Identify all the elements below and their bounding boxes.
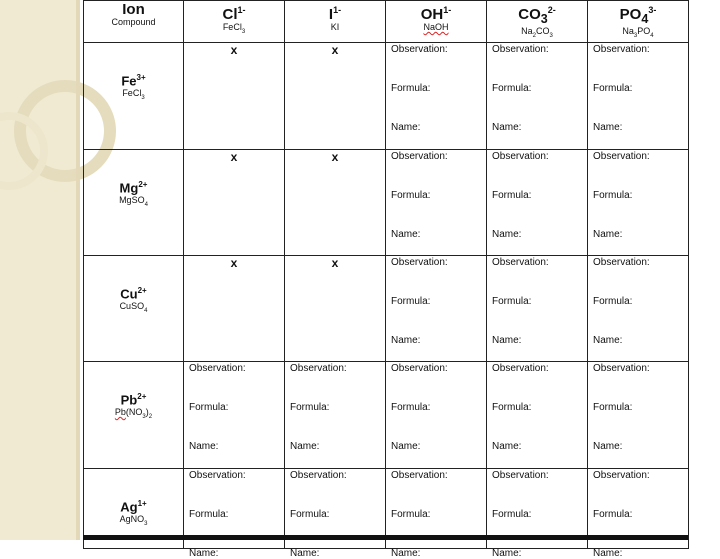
observation-label: Observation:: [593, 256, 650, 268]
observation-cell: [184, 361, 285, 468]
observation-cell: [588, 42, 689, 149]
cation-symbol: $Fe^{3+}$: [121, 72, 146, 89]
no-reaction-mark: x: [184, 255, 285, 361]
formula-label: Formula:: [593, 189, 633, 201]
observation-label: Observation:: [189, 362, 246, 374]
observation-cell: [588, 361, 689, 468]
name-label: Name:: [593, 334, 623, 346]
name-label: Name:: [492, 440, 522, 452]
cation-compound: FeCl$_3$: [122, 88, 145, 101]
formula-label: Formula:: [391, 295, 431, 307]
observation-cell: [487, 149, 588, 255]
formula-label: Formula:: [391, 189, 431, 201]
observation-cell: [487, 255, 588, 361]
name-label: Name:: [391, 334, 421, 346]
observation-cell: [386, 255, 487, 361]
name-label: Name:: [290, 547, 320, 559]
observation-label: Observation:: [492, 43, 549, 55]
formula-label: Formula:: [290, 401, 330, 413]
name-label: Name:: [290, 440, 320, 452]
cation-compound: AgNO$_3$: [119, 514, 148, 527]
formula-label: Formula:: [492, 508, 532, 520]
header-anion-cell: [285, 1, 386, 43]
name-label: Name:: [492, 121, 522, 133]
cation-compound: $Pb(NO_3)_2$: [114, 407, 153, 420]
anion-compound: FeCl$_3$: [222, 22, 246, 35]
name-label: Name:: [593, 547, 623, 559]
anion-compound: $Na_3PO_4$: [622, 26, 654, 39]
cation-cell: [84, 361, 184, 468]
observation-label: Observation:: [391, 256, 448, 268]
name-label: Name:: [391, 228, 421, 240]
no-reaction-mark: x: [184, 42, 285, 149]
anion-symbol: $CO_3^{2-}$: [518, 5, 556, 26]
name-label: Name:: [492, 228, 522, 240]
formula-label: Formula:: [290, 508, 330, 520]
header-compound-subtitle: Compound: [111, 17, 156, 27]
cation-cell: [84, 42, 184, 149]
name-label: Name:: [189, 440, 219, 452]
formula-label: Formula:: [492, 401, 532, 413]
observation-label: Observation:: [391, 150, 448, 162]
observation-cell: [386, 42, 487, 149]
cation-symbol: $Cu^{2+}$: [120, 285, 147, 302]
name-label: Name:: [391, 440, 421, 452]
observation-cell: [386, 361, 487, 468]
name-label: Name:: [593, 440, 623, 452]
formula-label: Formula:: [593, 401, 633, 413]
no-reaction-mark: x: [285, 149, 386, 255]
observation-cell: [588, 255, 689, 361]
table-row: [84, 255, 689, 361]
anion-compound: KI: [330, 22, 340, 32]
table-row: [84, 361, 689, 468]
header-anion-cell: [184, 1, 285, 43]
anion-compound: NaOH: [423, 22, 449, 32]
observation-label: Observation:: [290, 362, 347, 374]
observation-cell: [487, 42, 588, 149]
name-label: Name:: [593, 228, 623, 240]
formula-label: Formula:: [593, 508, 633, 520]
formula-label: Formula:: [391, 401, 431, 413]
observation-label: Observation:: [391, 43, 448, 55]
observation-label: Observation:: [492, 150, 549, 162]
formula-label: Formula:: [593, 82, 633, 94]
cation-compound: CuSO$_4$: [119, 301, 148, 314]
name-label: Name:: [492, 334, 522, 346]
header-anion-cell: [386, 1, 487, 43]
anion-symbol: $OH^{1-}$: [420, 5, 452, 23]
observation-label: Observation:: [492, 362, 549, 374]
observation-label: Observation:: [189, 469, 246, 481]
decorative-sidebar: [0, 0, 80, 540]
table-row: [84, 149, 689, 255]
no-reaction-mark: x: [285, 255, 386, 361]
formula-label: Formula:: [492, 295, 532, 307]
name-label: Name:: [391, 547, 421, 559]
observation-cell: [285, 361, 386, 468]
observation-label: Observation:: [593, 362, 650, 374]
formula-label: Formula:: [492, 189, 532, 201]
anion-symbol: $PO_4^{3-}$: [619, 5, 657, 26]
formula-label: Formula:: [391, 508, 431, 520]
anion-symbol: $Cl^{1-}$: [222, 5, 246, 23]
observation-label: Observation:: [492, 256, 549, 268]
formula-label: Formula:: [189, 508, 229, 520]
observation-label: Observation:: [391, 469, 448, 481]
cation-cell: [84, 149, 184, 255]
cation-symbol: $Mg^{2+}$: [119, 179, 148, 196]
cation-symbol: $Ag^{1+}$: [120, 498, 147, 515]
observation-label: Observation:: [492, 469, 549, 481]
header-ion-cell: [84, 1, 184, 43]
formula-label: Formula:: [189, 401, 229, 413]
name-label: Name:: [492, 547, 522, 559]
observation-cell: [588, 149, 689, 255]
table-row: [84, 42, 689, 149]
anion-compound: $Na_2CO_3$: [521, 26, 553, 39]
no-reaction-mark: x: [285, 42, 386, 149]
observation-label: Observation:: [391, 362, 448, 374]
name-label: Name:: [593, 121, 623, 133]
name-label: Name:: [189, 547, 219, 559]
table-header-row: [84, 1, 689, 43]
header-anion-cell: [588, 1, 689, 43]
formula-label: Formula:: [391, 82, 431, 94]
observation-label: Observation:: [593, 150, 650, 162]
cation-symbol: $Pb^{2+}$: [120, 391, 147, 408]
observation-cell: [487, 361, 588, 468]
sidebar-edge: [76, 0, 80, 540]
header-ion-title: Ion: [122, 1, 145, 18]
observation-label: Observation:: [290, 469, 347, 481]
observation-label: Observation:: [593, 43, 650, 55]
cation-compound: MgSO$_4$: [119, 195, 148, 208]
observation-label: Observation:: [593, 469, 650, 481]
header-anion-cell: [487, 1, 588, 43]
formula-label: Formula:: [492, 82, 532, 94]
name-label: Name:: [391, 121, 421, 133]
bottom-border: [83, 535, 688, 540]
anion-symbol: $I^{1-}$: [328, 5, 342, 23]
formula-label: Formula:: [593, 295, 633, 307]
reaction-table: [83, 0, 689, 559]
observation-cell: [386, 149, 487, 255]
cation-cell: [84, 255, 184, 361]
no-reaction-mark: x: [184, 149, 285, 255]
